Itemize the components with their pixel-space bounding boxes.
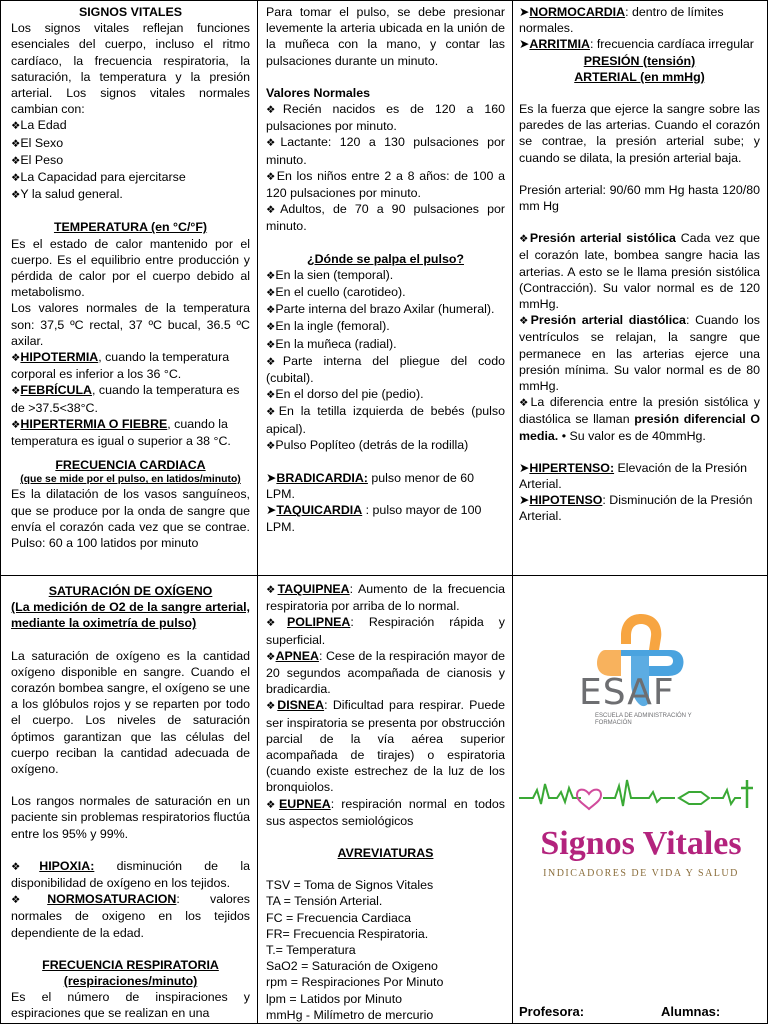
title-saturacion: SATURACIÓN DE OXÍGENO bbox=[48, 584, 213, 598]
panel-presion bbox=[512, 0, 768, 576]
factors-list bbox=[11, 117, 250, 203]
normosaturacion-def: ❖NORMOSATURACION: valores normales de oxigeno en los tejidos dependiente de la edad. bbox=[11, 892, 250, 940]
title-valores-normales: Valores Normales bbox=[266, 85, 371, 100]
esaf-logo-name: ESAF bbox=[579, 672, 675, 713]
hipotermia-def: ❖HIPOTERMIA, cuando la temperatura corporal es inferior a los 36 °C. bbox=[11, 350, 230, 382]
heartbeat-line-icon bbox=[519, 774, 759, 814]
presion-values: Presión arterial: 90/60 mm Hg hasta 120/80 mm Hg bbox=[519, 182, 760, 214]
list-item: T.= Temperatura bbox=[266, 943, 356, 958]
diamond-bullet-icon: ❖ bbox=[266, 406, 279, 419]
arrow-bullet-icon: ➤ bbox=[519, 5, 530, 19]
diamond-bullet-icon: ❖ bbox=[519, 233, 530, 246]
diamond-bullet-icon: ❖ bbox=[266, 304, 276, 317]
subtitle-frecuencia-cardiaca: (que se mide por el pulso, en latidos/minuto) bbox=[20, 474, 241, 486]
diamond-bullet-icon: ❖ bbox=[266, 287, 276, 300]
list-item: ❖Recién nacidos es de 120 a 160 pulsaciones por minuto. bbox=[266, 102, 505, 134]
alumnas-label: Alumnas: bbox=[661, 1004, 721, 1019]
diamond-bullet-icon: ❖ bbox=[11, 894, 48, 907]
factor-item: ❖La Capacidad para ejercitarse bbox=[11, 170, 186, 185]
subtitle-saturacion: (La medición de O2 de la sangre arterial, mediante la oximetría de pulso) bbox=[11, 600, 250, 631]
diamond-bullet-icon: ❖ bbox=[11, 860, 40, 873]
signature-row bbox=[519, 1004, 759, 1020]
list-item: ❖En la sien (temporal). bbox=[266, 267, 394, 282]
arritmia-def: ➤ARRITMIA: frecuencia cardíaca irregular bbox=[519, 37, 754, 52]
diamond-bullet-icon: ❖ bbox=[266, 204, 281, 217]
list-item: ❖En la ingle (femoral). bbox=[266, 319, 390, 334]
apnea-def: ❖APNEA: Cese de la respiración mayor de 20 segundos acompañada de cianosis y bradicardia. bbox=[266, 648, 506, 697]
panel-cover bbox=[512, 575, 768, 1024]
arrow-bullet-icon: ➤ bbox=[266, 471, 277, 486]
factor-item: ❖El Sexo bbox=[11, 135, 64, 150]
brand-title: Signos Vitales bbox=[540, 825, 742, 862]
diamond-bullet-icon: ❖ bbox=[266, 104, 283, 117]
title-donde-pulso: ¿Dónde se palpa el pulso? bbox=[307, 251, 464, 266]
profesora-label: Profesora: bbox=[519, 1004, 585, 1019]
subtitle-frecuencia-respiratoria: (respiraciones/minuto) bbox=[63, 974, 198, 989]
hipotenso-def: ➤HIPOTENSO: Disminución de la Presión Arterial. bbox=[519, 493, 753, 524]
list-item: ❖Adultos, de 70 a 90 pulsaciones por minuto. bbox=[266, 202, 505, 234]
diamond-bullet-icon: ❖ bbox=[266, 389, 276, 402]
list-item: ❖En la tetilla izquierda de bebés (pulso apical). bbox=[266, 404, 505, 436]
taquipnea-def: ❖TAQUIPNEA: Aumento de la frecuencia respiratoria por arriba de lo normal. bbox=[266, 582, 505, 614]
list-item: ❖En el dorso del pie (pedio). bbox=[266, 387, 424, 402]
sistolica-def: ❖Presión arterial sistólica Cada vez que el corazón late, bombea sangre hacia las arterias. A esto se le llama presión sistólica (Contracción). Su valor normal es de 120 mmHg. bbox=[519, 231, 761, 312]
saturacion-ranges: Los rangos normales de saturación en un paciente sin problemas respiratorios fluctúa entre los 95% y 99%. bbox=[11, 794, 250, 841]
list-item: FR= Frecuencia Respiratoria. bbox=[266, 926, 429, 941]
normocardia-def: ➤NORMOCARDIA: dentro de límites normales. bbox=[519, 5, 724, 36]
hipoxia-def: ❖HIPOXIA: disminución de la disponibilidad de oxígeno en los tejidos. bbox=[11, 858, 250, 891]
list-item: lpm = Latidos por Minuto bbox=[266, 991, 403, 1006]
diamond-bullet-icon: ❖ bbox=[266, 321, 276, 334]
diastolica-def: ❖Presión arterial diastólica: Cuando los ventrículos se relajan, la sangre que permanece en las arterias ejerce una presión mínima. Su valor normal es de 80 mmHg. bbox=[519, 313, 760, 394]
panel-saturacion bbox=[0, 575, 258, 1024]
diamond-bullet-icon: ❖ bbox=[11, 418, 21, 431]
frecuencia-cardiaca-text: Es la dilatación de los vasos sanguíneos, que se produce por la onda de sangre que envía el corazón cada vez que se contrae. Pulso: 60 a 100 latidos por minuto bbox=[11, 487, 250, 551]
title-signos-vitales: SIGNOS VITALES bbox=[78, 5, 183, 19]
list-item: rpm = Respiraciones Por Minuto bbox=[266, 975, 444, 990]
diamond-bullet-icon: ❖ bbox=[266, 338, 276, 351]
diamond-bullet-icon: ❖ bbox=[11, 172, 21, 185]
panel-respiracion bbox=[257, 575, 513, 1024]
frecuencia-respiratoria-text: Es el número de inspiraciones y espiraciones que se realizan en una bbox=[11, 990, 250, 1021]
diamond-bullet-icon: ❖ bbox=[266, 798, 280, 811]
disnea-def: ❖DISNEA: Dificultad para respirar. Puede ser inspiratoria se presenta por obstrucción parcial de la vía aérea superior acompañada de tirajes) o espiratoria (cuando existe estrechez de la luz de los bronquiolos. bbox=[266, 698, 506, 795]
list-item: SaO2 = Saturación de Oxigeno bbox=[266, 959, 438, 974]
title-frecuencia-cardiaca: FRECUENCIA CARDIACA bbox=[55, 458, 206, 473]
temperatura-text: Es el estado de calor mantenido por el cuerpo. Es el equilibrio entre producción y pérdida de calor por el cuerpo debido al metabolismo. bbox=[11, 236, 250, 300]
diamond-bullet-icon: ❖ bbox=[266, 137, 281, 150]
diamond-bullet-icon: ❖ bbox=[266, 650, 276, 663]
list-item: ❖Parte interna del pliegue del codo (cubital). bbox=[266, 353, 505, 386]
list-item: mmHg - Milímetro de mercurio bbox=[266, 1007, 434, 1022]
arrow-bullet-icon: ➤ bbox=[266, 503, 277, 518]
list-item: ❖En los niños entre 2 a 8 años: de 100 a 120 pulsaciones por minuto. bbox=[266, 168, 505, 201]
list-item: ❖En la muñeca (radial). bbox=[266, 336, 397, 351]
panel-pulso bbox=[257, 0, 513, 576]
arrow-bullet-icon: ➤ bbox=[519, 460, 530, 475]
diamond-bullet-icon: ❖ bbox=[11, 137, 21, 150]
diamond-bullet-icon: ❖ bbox=[266, 700, 278, 713]
title-presion-2: ARTERIAL (en mmHg) bbox=[574, 69, 705, 84]
esaf-logo-subtitle: ESCUELA DE ADMINISTRACIÓN Y FORMACIÓN bbox=[595, 713, 692, 726]
febricula-def: ❖FEBRÍCULA, cuando la temperatura es de >37.5<38°C. bbox=[11, 383, 240, 415]
diamond-bullet-icon: ❖ bbox=[266, 170, 277, 183]
list-item: ❖Lactante: 120 a 130 pulsaciones por minuto. bbox=[266, 135, 505, 167]
factor-item: ❖La Edad bbox=[11, 118, 67, 133]
hipertermia-def: ❖HIPERTERMIA O FIEBRE, cuando la temperatura es igual o superior a 38 °C. bbox=[11, 416, 231, 449]
taquicardia-def: ➤TAQUICARDIA : pulso mayor de 100 LPM. bbox=[266, 503, 482, 534]
pulse-instructions: Para tomar el pulso, se debe presionar levemente la arteria ubicada en la unión de la muñeca con la mano, y contar las pulsaciones durante un minuto. bbox=[266, 5, 505, 68]
panel-signos-vitales bbox=[0, 0, 258, 576]
saturacion-text: La saturación de oxígeno es la cantidad oxígeno disponible en sangre. Cuando el corazón bombea sangre, el oxígeno se une a los glóbulos rojos y se reparten por todo el cuerpo. Los niveles de saturación óptimos garantizan que las células del cuerpo reciban la cantidad adecuada de oxígeno. bbox=[11, 648, 250, 777]
diamond-bullet-icon: ❖ bbox=[11, 154, 21, 167]
list-item: ❖Parte interna del brazo Axilar (humeral). bbox=[266, 302, 495, 317]
title-abreviaturas: AVREVIATURAS bbox=[337, 846, 434, 861]
abbreviations-list bbox=[266, 877, 505, 1023]
diamond-bullet-icon: ❖ bbox=[519, 315, 531, 328]
diamond-bullet-icon: ❖ bbox=[11, 352, 21, 365]
bradicardia-def: ➤BRADICARDIA: pulso menor de 60 LPM. bbox=[266, 471, 475, 502]
factor-item: ❖Y la salud general. bbox=[11, 187, 123, 202]
list-item: TA = Tensión Arterial. bbox=[266, 894, 383, 909]
title-presion-1: PRESIÓN (tensión) bbox=[583, 53, 696, 68]
factor-item: ❖El Peso bbox=[11, 152, 64, 167]
diamond-bullet-icon: ❖ bbox=[519, 397, 531, 410]
arrow-bullet-icon: ➤ bbox=[519, 37, 530, 52]
diamond-bullet-icon: ❖ bbox=[266, 439, 276, 452]
diamond-bullet-icon: ❖ bbox=[11, 120, 21, 133]
diferencial-def: ❖La diferencia entre la presión sistólica y diastólica se llaman presión diferencial O media. • Su valor es de 40mmHg. bbox=[519, 395, 761, 443]
diamond-bullet-icon: ❖ bbox=[11, 189, 21, 202]
diamond-bullet-icon: ❖ bbox=[266, 269, 276, 282]
hipertenso-def: ➤HIPERTENSO: Elevación de la Presión Arterial. bbox=[519, 460, 748, 492]
temperatura-values: Los valores normales de la temperatura son: 37,5 ºC rectal, 37 ºC bucal, 36.5 ºC axilar. bbox=[11, 301, 250, 348]
title-temperatura: TEMPERATURA (en °C/°F) bbox=[53, 220, 208, 235]
list-item: ❖Pulso Poplíteo (detrás de la rodilla) bbox=[266, 437, 469, 452]
presion-text: Es la fuerza que ejerce la sangre sobre las paredes de las arterias. Cuando el corazón se contrae, la presión arterial sube; y cuando se dilata, la presión arterial baja. bbox=[519, 102, 760, 165]
list-item: TSV = Toma de Signos Vitales bbox=[266, 878, 434, 893]
polipnea-def: ❖POLIPNEA: Respiración rápida y superficial. bbox=[266, 615, 505, 647]
pulse-sites-list bbox=[266, 267, 505, 454]
list-item: FC = Frecuencia Cardiaca bbox=[266, 910, 411, 925]
list-item: ❖En el cuello (carotideo). bbox=[266, 285, 406, 300]
brand-subtitle: INDICADORES DE VIDA Y SALUD bbox=[543, 868, 739, 879]
arrow-bullet-icon: ➤ bbox=[519, 493, 530, 508]
intro-text: Los signos vitales reflejan funciones esenciales del cuerpo, incluso el ritmo cardíaco, la frecuencia respiratoria, la saturación, la temperatura y la presión arterial. Los signos vitales normales cambian con: bbox=[11, 21, 250, 117]
eupnea-def: ❖EUPNEA: respiración normal en todos sus aspectos semiológicos bbox=[266, 796, 505, 828]
title-frecuencia-respiratoria: FRECUENCIA RESPIRATORIA bbox=[42, 957, 219, 972]
diamond-bullet-icon: ❖ bbox=[266, 617, 288, 630]
diamond-bullet-icon: ❖ bbox=[11, 385, 21, 398]
normal-values-list bbox=[266, 101, 505, 235]
diamond-bullet-icon: ❖ bbox=[266, 355, 283, 368]
diamond-bullet-icon: ❖ bbox=[266, 584, 278, 596]
